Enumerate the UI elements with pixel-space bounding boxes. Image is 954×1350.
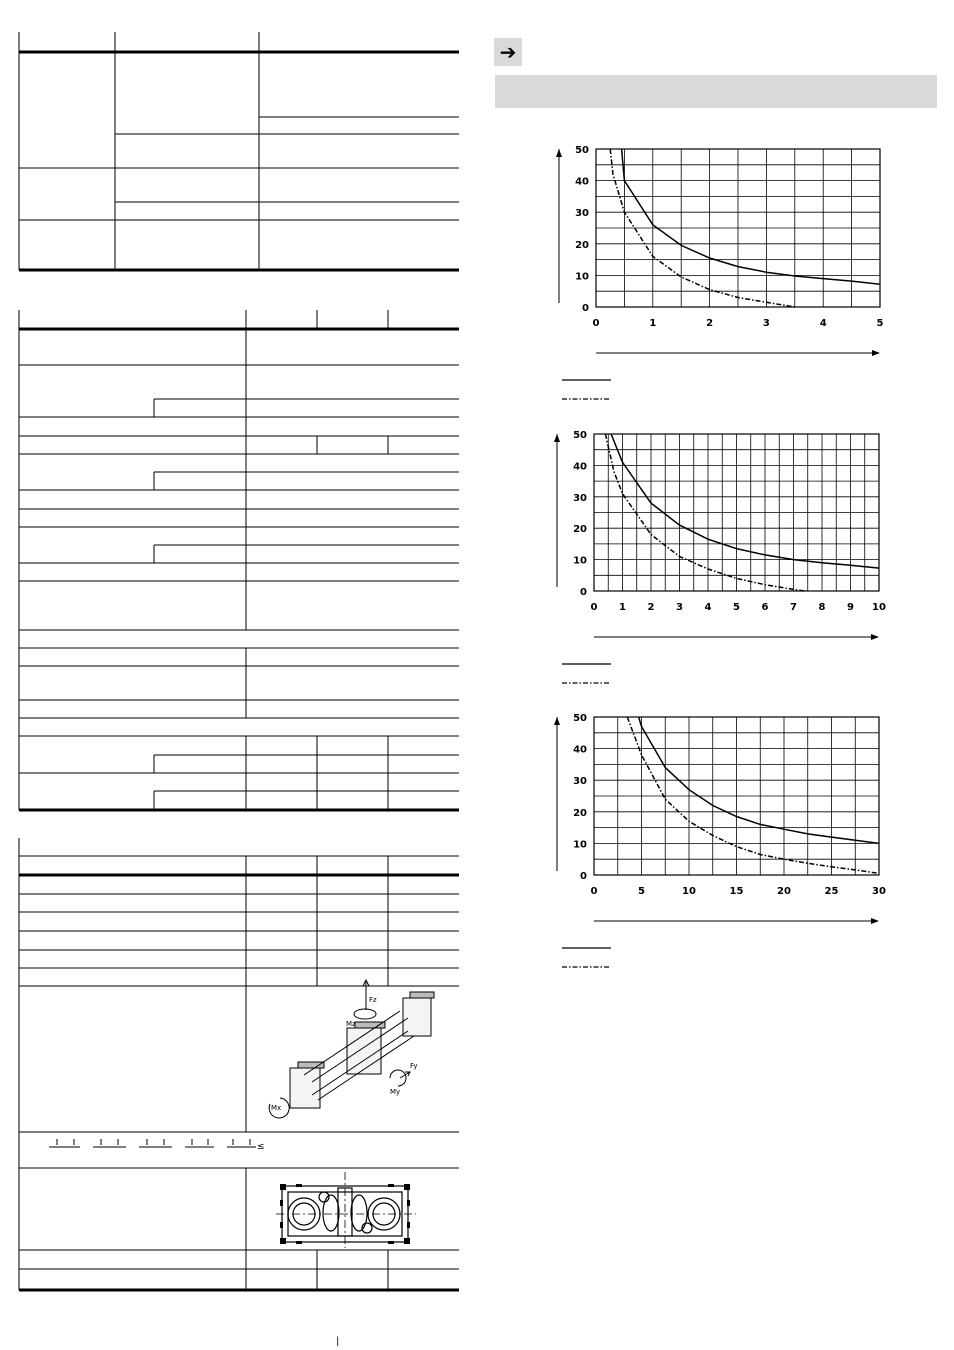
y-tick-label: 20 (575, 239, 589, 251)
svg-text:My: My (390, 1088, 401, 1096)
y-tick-label: 20 (573, 807, 587, 819)
y-tick-label: 30 (573, 776, 587, 788)
x-tick-label: 2 (647, 602, 655, 613)
y-tick-label: 40 (573, 744, 587, 756)
x-tick-label: 15 (729, 886, 744, 897)
x-tick-label: 0 (592, 318, 600, 329)
y-tick-label: 0 (582, 303, 589, 314)
x-tick-label: 3 (762, 318, 770, 329)
y-tick-label: 20 (573, 524, 587, 536)
series-line-solid (622, 149, 880, 284)
y-tick-label: 10 (573, 839, 587, 851)
x-tick-label: 0 (590, 886, 598, 897)
svg-text:Fz: Fz (369, 996, 377, 1004)
y-tick-label: 0 (580, 587, 587, 598)
x-tick-label: 9 (847, 602, 854, 613)
x-tick-label: 30 (872, 886, 886, 897)
page-marker: | (336, 1336, 340, 1347)
y-axis-arrowhead (554, 717, 560, 725)
arrow-icon: ➔ (494, 38, 522, 66)
x-tick-label: 5 (638, 886, 645, 897)
y-tick-label: 10 (575, 271, 589, 283)
y-tick-label: 50 (573, 713, 587, 724)
y-tick-label: 0 (580, 871, 587, 882)
x-tick-label: 8 (818, 602, 826, 613)
inequality-symbol: ≤ (257, 1142, 265, 1152)
x-tick-label: 7 (790, 602, 797, 613)
x-tick-label: 10 (682, 886, 696, 897)
x-tick-label: 2 (706, 318, 714, 329)
y-tick-label: 40 (575, 176, 589, 188)
x-tick-label: 5 (876, 318, 884, 329)
svg-text:Mz: Mz (346, 1020, 356, 1028)
x-tick-label: 25 (824, 886, 839, 897)
x-tick-label: 6 (761, 602, 769, 613)
x-axis-arrowhead (872, 350, 880, 356)
y-axis-arrowhead (556, 149, 562, 157)
svg-text:Fy: Fy (410, 1062, 418, 1070)
x-tick-label: 5 (733, 602, 740, 613)
x-axis-arrowhead (871, 918, 879, 924)
y-tick-label: 30 (575, 208, 589, 220)
x-tick-label: 0 (590, 602, 598, 613)
x-tick-label: 10 (872, 602, 886, 613)
x-axis-arrowhead (871, 634, 879, 640)
y-tick-label: 30 (573, 492, 587, 504)
x-tick-label: 1 (619, 602, 626, 613)
x-tick-label: 20 (777, 886, 791, 897)
x-tick-label: 1 (649, 318, 657, 329)
y-axis-arrowhead (554, 434, 560, 442)
y-tick-label: 10 (573, 555, 587, 567)
x-tick-label: 4 (819, 318, 827, 329)
x-tick-label: 3 (676, 602, 683, 613)
y-tick-label: 50 (573, 430, 587, 441)
x-tick-label: 4 (704, 602, 712, 613)
y-tick-label: 40 (573, 461, 587, 473)
y-tick-label: 50 (575, 145, 589, 156)
svg-text:Mx: Mx (271, 1104, 282, 1112)
